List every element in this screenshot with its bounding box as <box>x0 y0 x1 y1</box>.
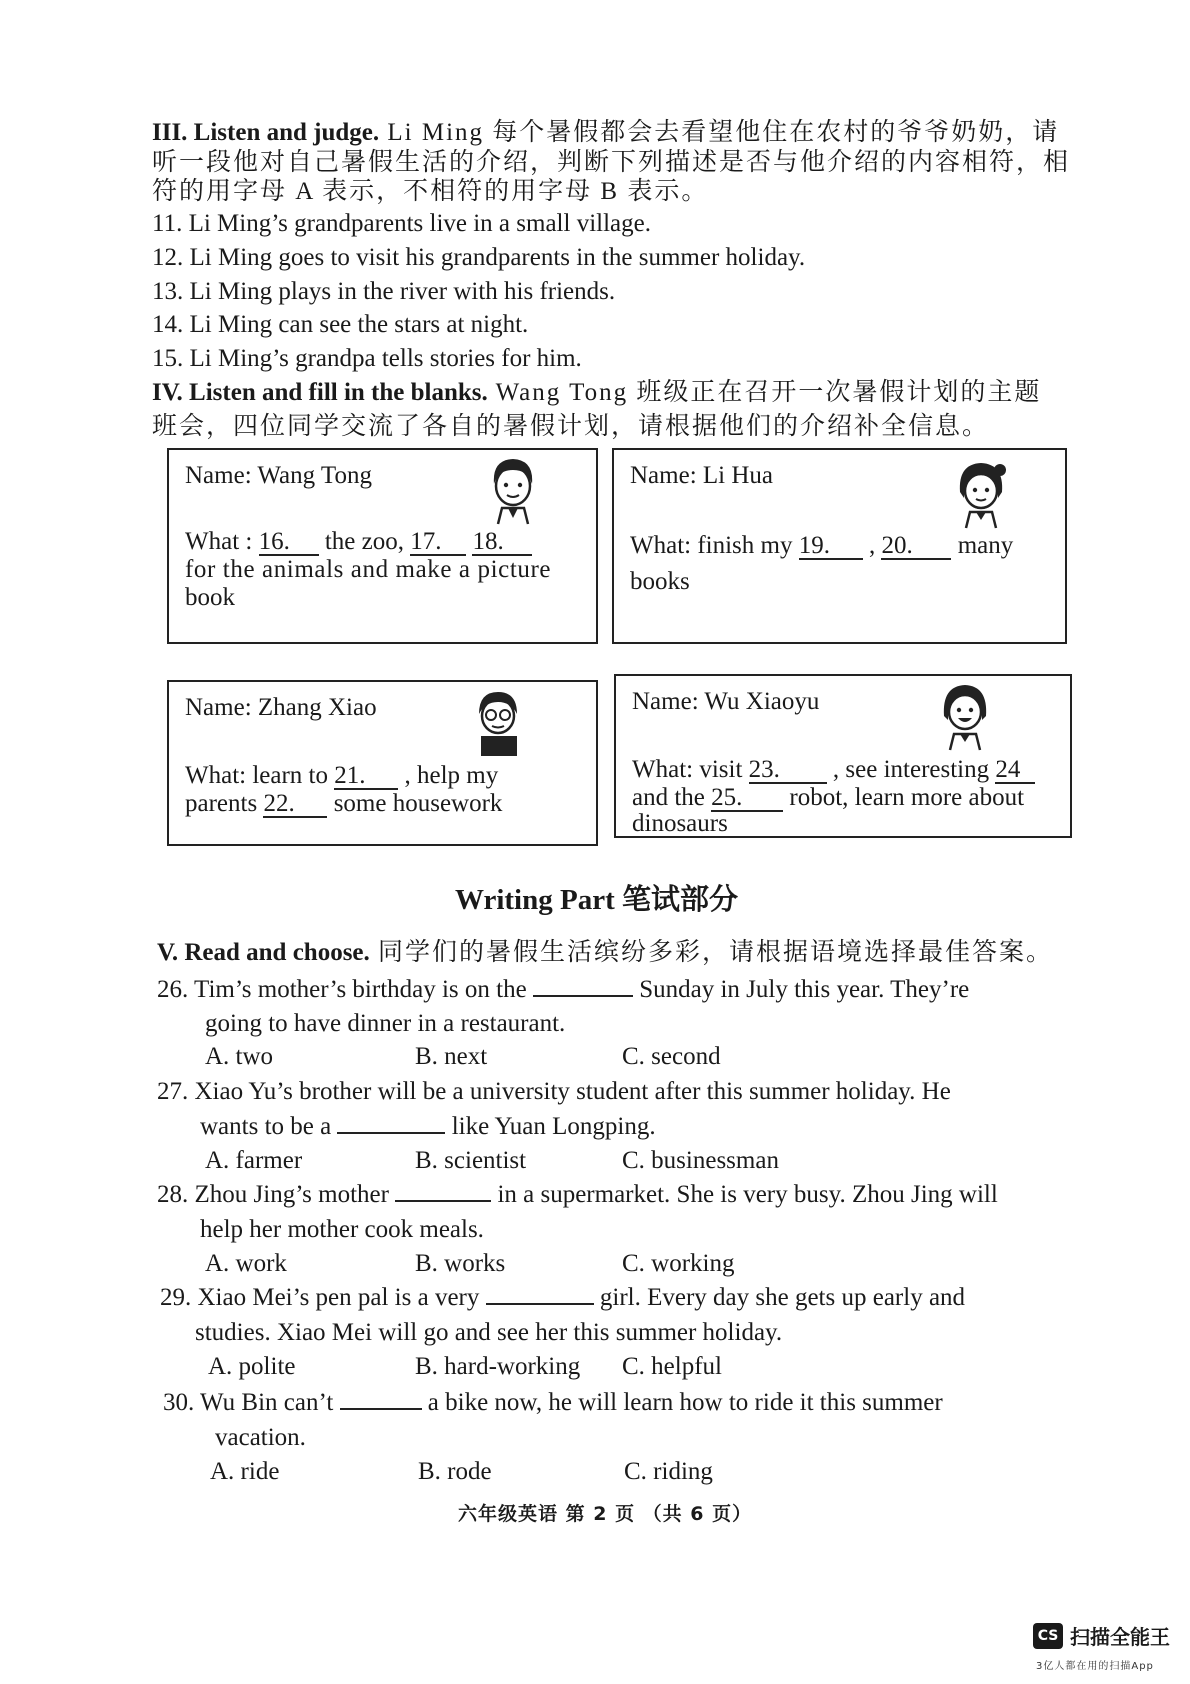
blank-18: 18. <box>472 530 532 556</box>
blank-25: 25. <box>711 786 783 812</box>
scanner-logo-icon: CS <box>1033 1623 1063 1649</box>
judge-item-15: 15. Li Ming’s grandpa tells stories for him. <box>152 345 582 372</box>
card-what-line1: What: finish my 19. , 20. many <box>630 532 1014 559</box>
option-28-b: B. works <box>415 1250 506 1277</box>
question-29-line1: 29. Xiao Mei’s pen pal is a very girl. Every day she gets up early and <box>160 1284 966 1311</box>
option-26-b: B. next <box>415 1043 488 1070</box>
card-what-line3: book <box>185 584 235 611</box>
question-27-line1: 27. Xiao Yu’s brother will be a university student after this summer holiday. He <box>157 1078 951 1105</box>
card-zhang-xiao <box>167 680 598 846</box>
answer-blank-26 <box>533 977 633 997</box>
section4-intro-line2: 班会，四位同学交流了各自的暑假计划，请根据他们的介绍补全信息。 <box>152 413 990 440</box>
question-30-line2: vacation. <box>215 1424 306 1451</box>
option-29-a: A. polite <box>208 1353 296 1380</box>
section3-heading: III. Listen and judge. <box>152 119 380 146</box>
option-26-a: A. two <box>205 1043 274 1070</box>
option-28-c: C. working <box>622 1250 735 1277</box>
question-27-line2: wants to be a like Yuan Longping. <box>200 1113 656 1140</box>
judge-item-13: 13. Li Ming plays in the river with his friends. <box>152 278 616 305</box>
option-27-a: A. farmer <box>205 1147 303 1174</box>
question-26-line2: going to have dinner in a restaurant. <box>205 1010 566 1037</box>
section5-heading: V. Read and choose. <box>157 939 370 966</box>
card-name: Name: Wang Tong <box>185 462 372 489</box>
card-what-line2: and the 25. robot, learn more about <box>632 784 1025 811</box>
card-what-line1: What : 16. the zoo, 17. 18. <box>185 528 532 556</box>
card-what-line2: books <box>630 568 690 595</box>
section3-intro-line1: III. Listen and judge. Li Ming 每个暑假都会去看望他住在农村的爷爷奶奶，请 <box>152 119 1060 146</box>
answer-blank-27 <box>337 1114 445 1134</box>
option-30-a: A. ride <box>210 1458 280 1485</box>
judge-item-14: 14. Li Ming can see the stars at night. <box>152 311 529 338</box>
writing-part-title: Writing Part 笔试部分 <box>455 884 738 916</box>
option-29-b: B. hard-working <box>415 1353 581 1380</box>
section3-intro-line2: 听一段他对自己暑假生活的介绍，判断下列描述是否与他介绍的内容相符，相 <box>152 149 1071 176</box>
section5-intro: V. Read and choose. 同学们的暑假生活缤纷多彩，请根据语境选择最佳答案。 <box>157 939 1054 966</box>
question-29-line2: studies. Xiao Mei will go and see her this summer holiday. <box>195 1319 783 1346</box>
answer-blank-29 <box>486 1285 594 1305</box>
card-name: Name: Zhang Xiao <box>185 694 377 721</box>
blank-19: 19. <box>799 534 863 560</box>
card-wu-xiaoyu <box>614 674 1072 838</box>
card-what-line1: What: visit 23. , see interesting 24 <box>632 756 1035 784</box>
boy-figure-icon <box>484 454 542 526</box>
card-what-line2: parents 22. some housework <box>185 790 503 817</box>
judge-item-11: 11. Li Ming’s grandparents live in a small village. <box>152 210 651 237</box>
option-30-c: C. riding <box>624 1458 713 1485</box>
scanner-tagline: 3亿人都在用的扫描App <box>1036 1661 1154 1672</box>
boy-glasses-figure-icon <box>469 686 527 758</box>
girl-smile-figure-icon <box>936 680 994 752</box>
blank-24: 24 <box>995 758 1035 784</box>
answer-blank-30 <box>340 1390 422 1410</box>
question-28-line2: help her mother cook meals. <box>200 1216 484 1243</box>
blank-20: 20. <box>881 534 951 560</box>
answer-blank-28 <box>395 1182 491 1202</box>
card-what-line2: for the animals and make a picture <box>185 556 552 583</box>
card-name: Name: Wu Xiaoyu <box>632 688 820 715</box>
page-footer: 六年级英语 第 2 页 （共 6 页） <box>458 1503 753 1525</box>
card-what-line1: What: learn to 21. , help my <box>185 762 499 789</box>
blank-23: 23. <box>749 758 827 784</box>
blank-16: 16. <box>259 530 319 556</box>
option-30-b: B. rode <box>418 1458 492 1485</box>
blank-21: 21. <box>334 764 398 790</box>
option-27-b: B. scientist <box>415 1147 527 1174</box>
option-28-a: A. work <box>205 1250 287 1277</box>
girl-figure-icon <box>952 458 1010 530</box>
option-26-c: C. second <box>622 1043 721 1070</box>
judge-item-12: 12. Li Ming goes to visit his grandparents in the summer holiday. <box>152 244 806 271</box>
section4-heading: IV. Listen and fill in the blanks. <box>152 379 488 406</box>
scanner-app-name: 扫描全能王 <box>1070 1625 1170 1649</box>
card-what-line3: dinosaurs <box>632 810 728 837</box>
option-29-c: C. helpful <box>622 1353 722 1380</box>
blank-22: 22. <box>263 792 327 818</box>
card-li-hua <box>612 448 1067 644</box>
question-28-line1: 28. Zhou Jing’s mother in a supermarket. She is very busy. Zhou Jing will <box>157 1181 998 1208</box>
question-26-line1: 26. Tim’s mother’s birthday is on the Sunday in July this year. They’re <box>157 976 970 1003</box>
question-30-line1: 30. Wu Bin can’t a bike now, he will learn how to ride it this summer <box>163 1389 943 1416</box>
option-27-c: C. businessman <box>622 1147 779 1174</box>
blank-17: 17. <box>410 530 466 556</box>
card-wang-tong <box>167 448 598 644</box>
section3-intro-line3: 符的用字母 A 表示，不相符的用字母 B 表示。 <box>152 178 709 205</box>
section4-intro-line1: IV. Listen and fill in the blanks. Wang Tong 班级正在召开一次暑假计划的主题 <box>152 379 1042 406</box>
card-name: Name: Li Hua <box>630 462 774 489</box>
